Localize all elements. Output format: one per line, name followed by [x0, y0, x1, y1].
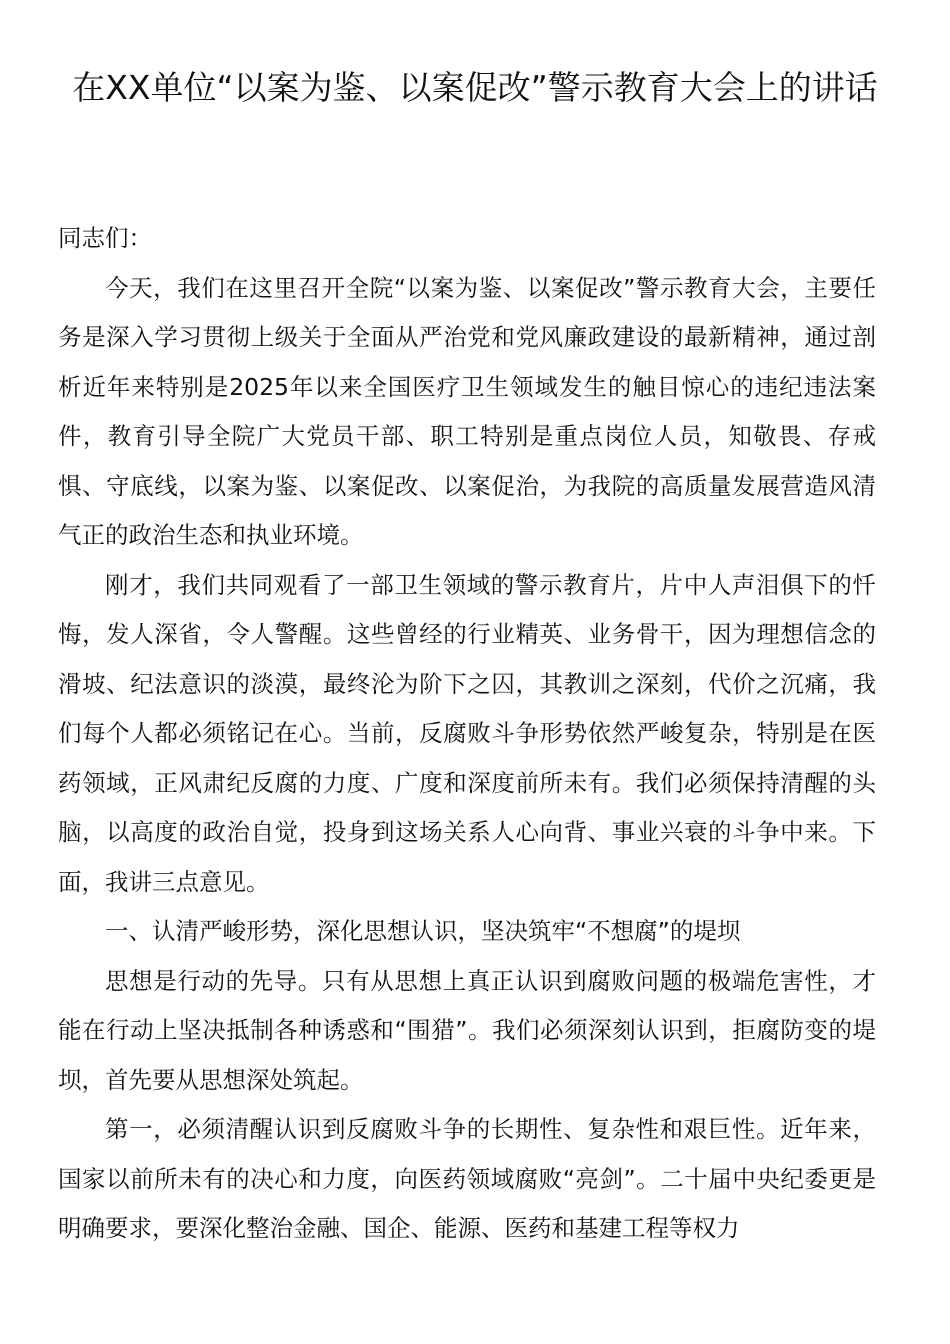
paragraph-first-point: 第一，必须清醒认识到反腐败斗争的长期性、复杂性和艰巨性。近年来，国家以前所未有的决心和力度，向医药领域腐败“亮剑”。二十届中央纪委更是明确要求，要深化整治金融、国企、能源、医药和基建工程等权力	[58, 1115, 876, 1242]
document-title: 在XX单位“以案为鉴、以案促改”警示教育大会上的讲话	[72, 68, 878, 107]
salutation: 同志们：	[58, 224, 152, 252]
section-heading-1: 一、认清严峻形势，深化思想认识，坚决筑牢“不想腐”的堤坝	[105, 917, 741, 945]
paragraph-thought: 思想是行动的先导。只有从思想上真正认识到腐败问题的极端危害性，才能在行动上坚决抵制各种诱惑和“围猎”。我们必须深刻认识到，拒腐防变的堤坝，首先要从思想深处筑起。	[58, 966, 876, 1094]
paragraph-intro: 今天，我们在这里召开全院“以案为鉴、以案促改”警示教育大会，主要任务是深入学习贯彻上级关于全面从严治党和党风廉政建设的最新精神，通过剖析近年来特别是2025年以来全国医疗卫生领域发生的触目惊心的违纪违法案件，教育引导全院广大党员干部、职工特别是重点岗位人员，知敬畏、存戒惧、守底线，以案为鉴、以案促改、以案促治，为我院的高质量发展营造风清气正的政治生态和执业环境。	[58, 273, 876, 549]
document-body	[58, 214, 876, 1254]
paragraph-warning-film: 刚才，我们共同观看了一部卫生领域的警示教育片，片中人声泪俱下的忏悔，发人深省，令人警醒。这些曾经的行业精英、业务骨干，因为理想信念的滑坡、纪法意识的淡漠，最终沦为阶下之囚，其教训之深刻，代价之沉痛，我们每个人都必须铭记在心。当前，反腐败斗争形势依然严峻复杂，特别是在医药领域，正风肃纪反腐的力度、广度和深度前所未有。我们必须保持清醒的头脑，以高度的政治自觉，投身到这场关系人心向背、事业兴衰的斗争中来。下面，我讲三点意见。	[58, 570, 876, 896]
